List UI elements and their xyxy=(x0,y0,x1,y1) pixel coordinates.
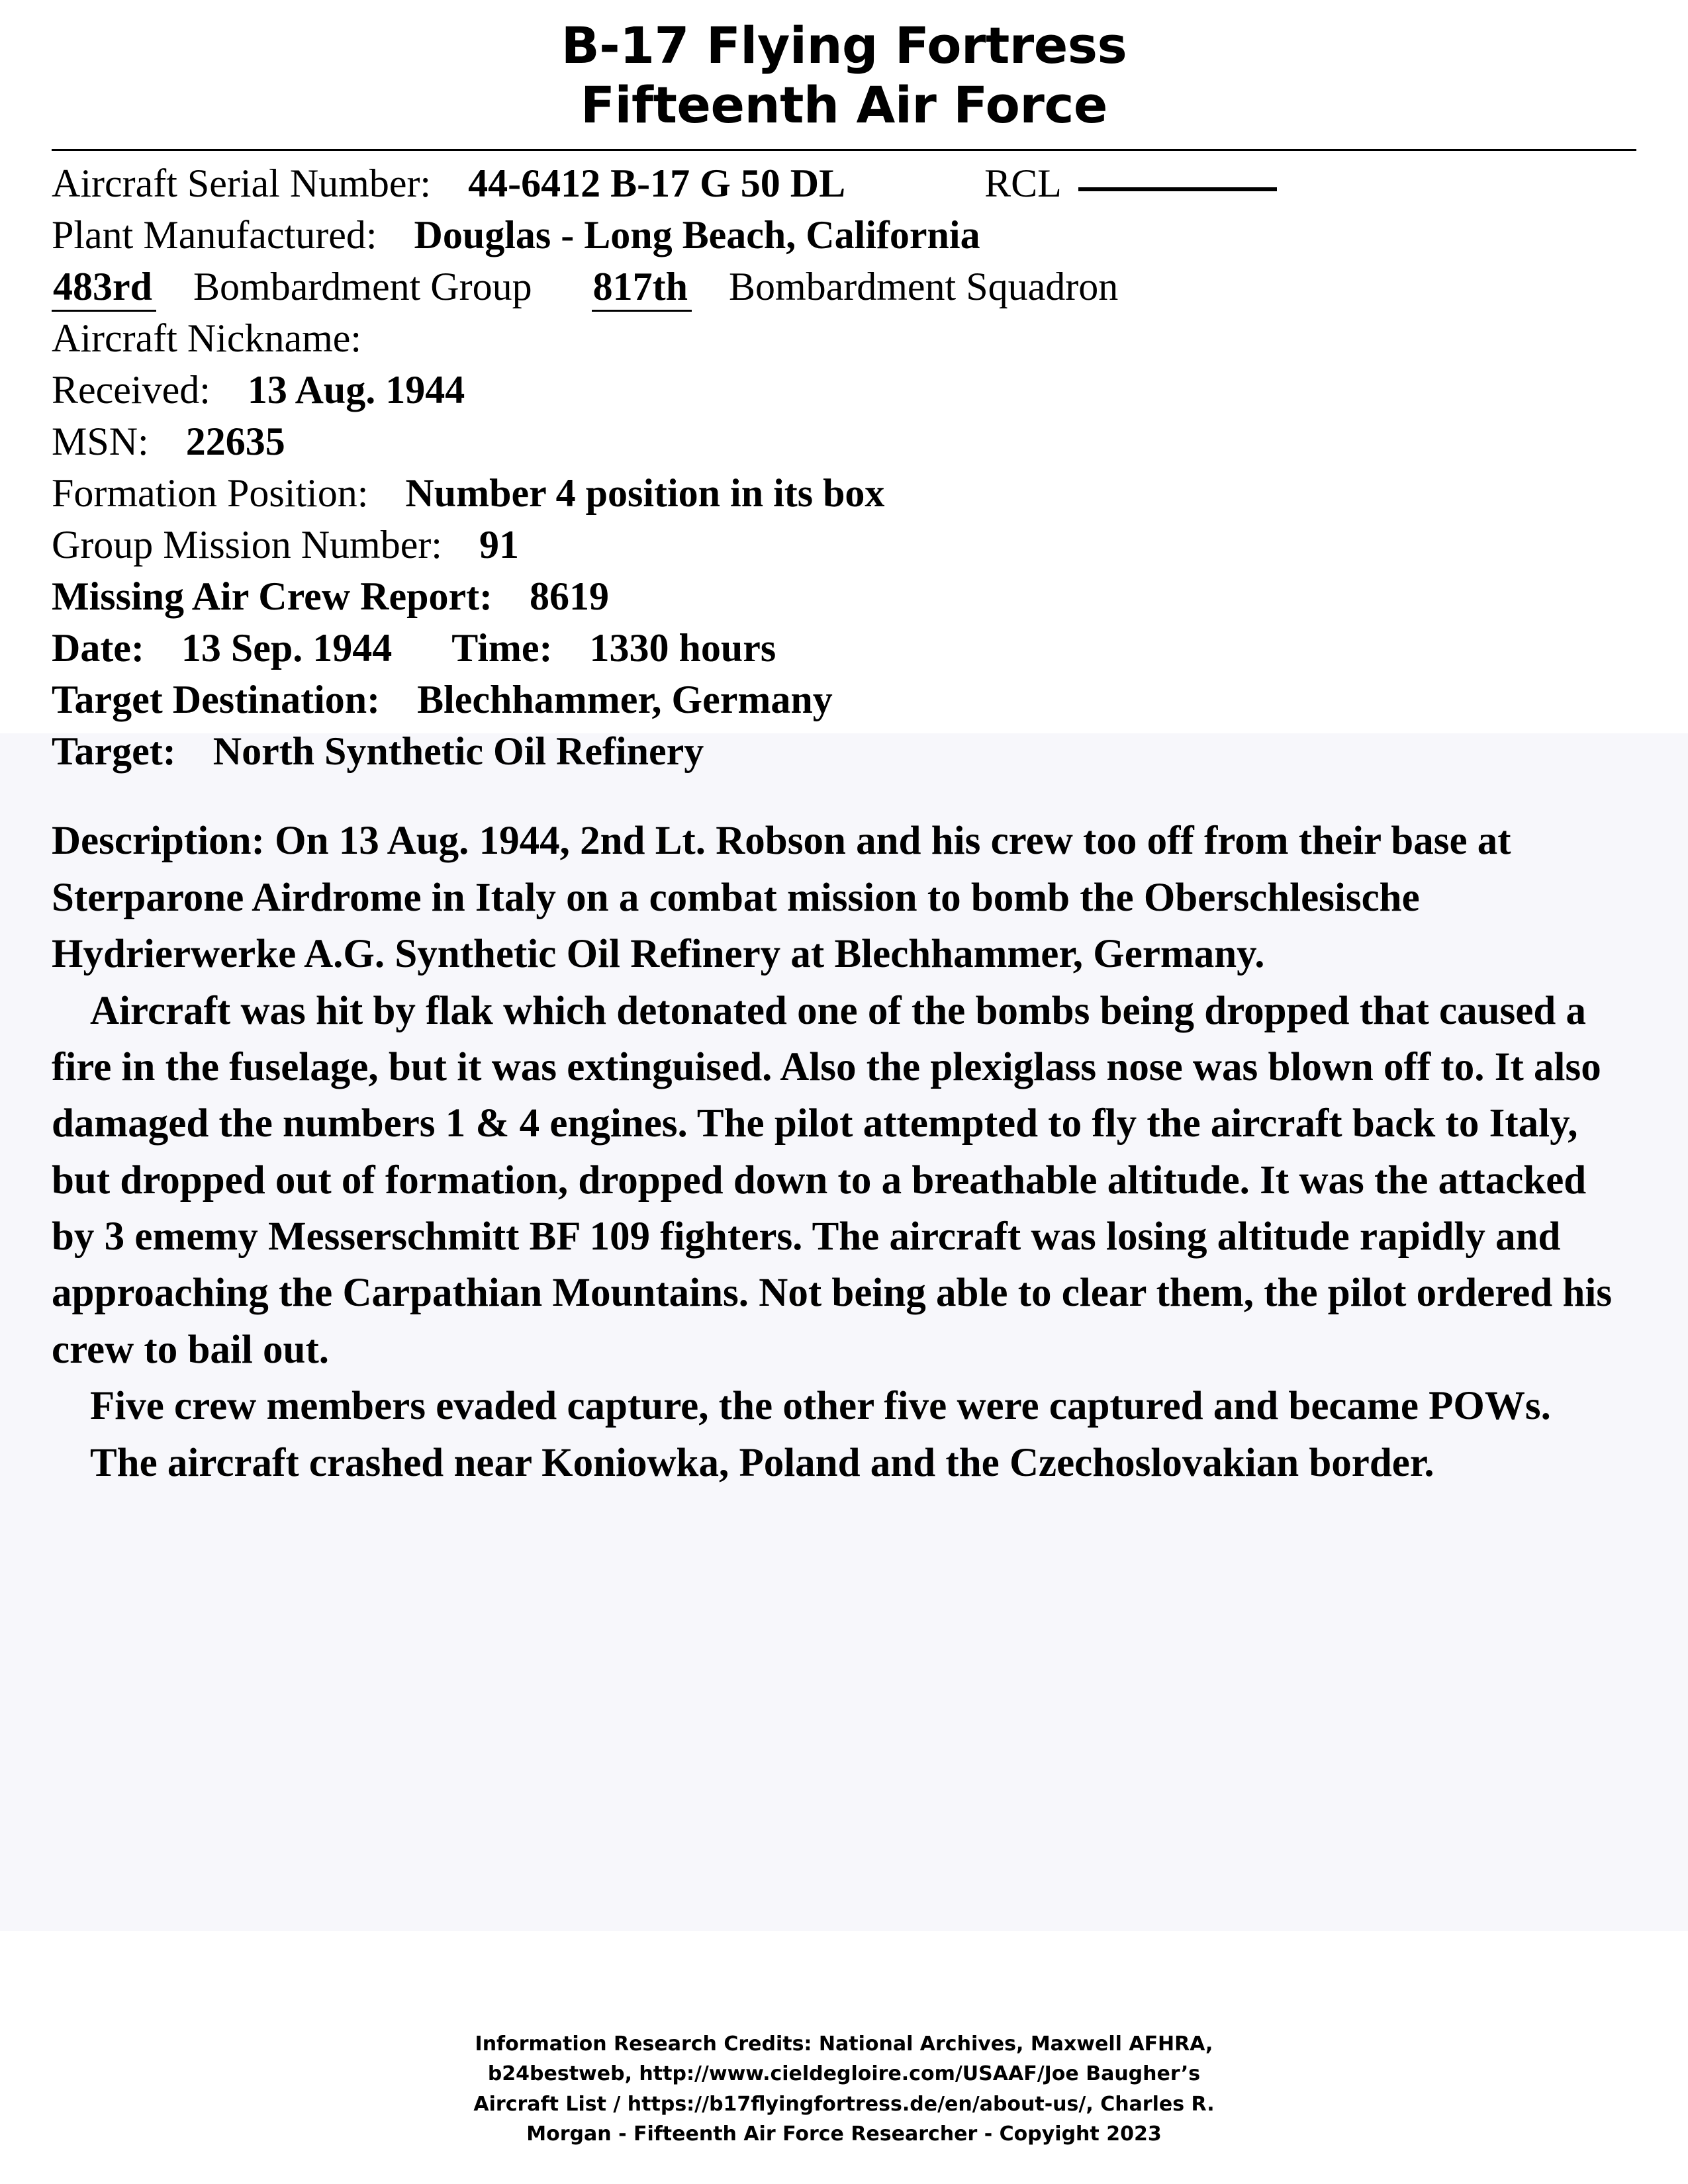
field-missing-air-crew-report xyxy=(52,570,1636,622)
field-group-mission-number xyxy=(52,519,1636,570)
target-label: Target: xyxy=(52,729,176,774)
description-paragraph-4: The aircraft crashed near Koniowka, Poland and the Czechoslovakian border. xyxy=(90,1440,1434,1485)
rcl-blank-field xyxy=(1078,187,1277,191)
credits-line-3: Aircraft List / https://b17flyingfortress.de/en/about-us/, Charles R. xyxy=(473,2092,1215,2116)
field-nickname xyxy=(52,312,1636,364)
credits-line-2: b24bestweb, http://www.cieldegloire.com/USAAF/Joe Baugher’s xyxy=(487,2062,1201,2086)
serial-number-label: Aircraft Serial Number: xyxy=(52,161,432,206)
credits-line-4: Morgan - Fifteenth Air Force Researcher - Copyight 2023 xyxy=(526,2122,1162,2146)
group-mission-value: 91 xyxy=(479,523,519,567)
title-line-2: Fifteenth Air Force xyxy=(581,75,1107,134)
macr-value: 8619 xyxy=(530,574,610,619)
field-msn xyxy=(52,416,1636,467)
description-block xyxy=(52,813,1636,1491)
bomb-group-number: 483rd xyxy=(52,265,156,312)
title-divider xyxy=(52,149,1636,151)
field-target xyxy=(52,725,1636,777)
group-mission-label: Group Mission Number: xyxy=(52,523,442,567)
date-value: 13 Sep. 1944 xyxy=(181,626,393,670)
field-date-time xyxy=(52,622,1636,674)
date-label: Date: xyxy=(52,626,144,670)
title-line-1: B-17 Flying Fortress xyxy=(561,16,1127,75)
description-paragraph-3: Five crew members evaded capture, the other five were captured and became POWs. xyxy=(90,1384,1551,1429)
field-formation-position xyxy=(52,467,1636,519)
description-paragraph-2: Aircraft was hit by flak which detonated one of the bombs being dropped that caused a fire in the fuselage, but it was extinguised. Also the plexiglass nose was blown off to. It also damaged the numbers 1 & 4 engines. The pilot attempted to fly the aircraft back to Italy, but dropped out of formation, dropped down to a breathable altitude. It was the attacked by 3 ememy Messerschmitt BF 109 fighters. The aircraft was losing altitude rapidly and approaching the Carpathian Mountains. Not being able to clear them, the pilot ordered his crew to bail out. xyxy=(52,988,1613,1372)
time-label: Time: xyxy=(451,626,553,670)
description-paragraph-1: Description: On 13 Aug. 1944, 2nd Lt. Robson and his crew too off from their base at Sterparone Airdrome in Italy on a combat mission to bomb the Oberschlesische Hydrierwerke A.G. Synthetic Oil Refinery at Blechhammer, Germany. xyxy=(52,819,1511,977)
field-serial-number xyxy=(52,158,1636,209)
msn-label: MSN: xyxy=(52,420,149,464)
macr-label: Missing Air Crew Report: xyxy=(52,574,493,619)
field-plant-manufactured xyxy=(52,209,1636,261)
document-title xyxy=(52,0,1636,151)
bomb-squadron-label: Bombardment Squadron xyxy=(728,265,1119,309)
aircraft-fields xyxy=(52,158,1636,777)
formation-position-value: Number 4 position in its box xyxy=(405,471,885,516)
credits-block xyxy=(0,2029,1688,2150)
bomb-group-label: Bombardment Group xyxy=(193,265,532,309)
received-label: Received: xyxy=(52,368,211,412)
bomb-squadron-number: 817th xyxy=(592,265,692,312)
field-received xyxy=(52,364,1636,416)
field-group-squadron xyxy=(52,261,1636,312)
credits-line-1: Information Research Credits: National Archives, Maxwell AFHRA, xyxy=(475,2032,1213,2056)
serial-number-value: 44-6412 B-17 G 50 DL xyxy=(468,161,846,206)
nickname-label: Aircraft Nickname: xyxy=(52,316,362,361)
target-value: North Synthetic Oil Refinery xyxy=(212,729,704,774)
target-destination-value: Blechhammer, Germany xyxy=(417,678,833,722)
rcl-label: RCL xyxy=(984,161,1060,206)
formation-position-label: Formation Position: xyxy=(52,471,369,516)
msn-value: 22635 xyxy=(185,420,285,464)
plant-value: Douglas - Long Beach, California xyxy=(414,213,980,257)
plant-label: Plant Manufactured: xyxy=(52,213,377,257)
time-value: 1330 hours xyxy=(589,626,776,670)
field-target-destination xyxy=(52,674,1636,725)
received-value: 13 Aug. 1944 xyxy=(247,368,465,412)
target-destination-label: Target Destination: xyxy=(52,678,381,722)
